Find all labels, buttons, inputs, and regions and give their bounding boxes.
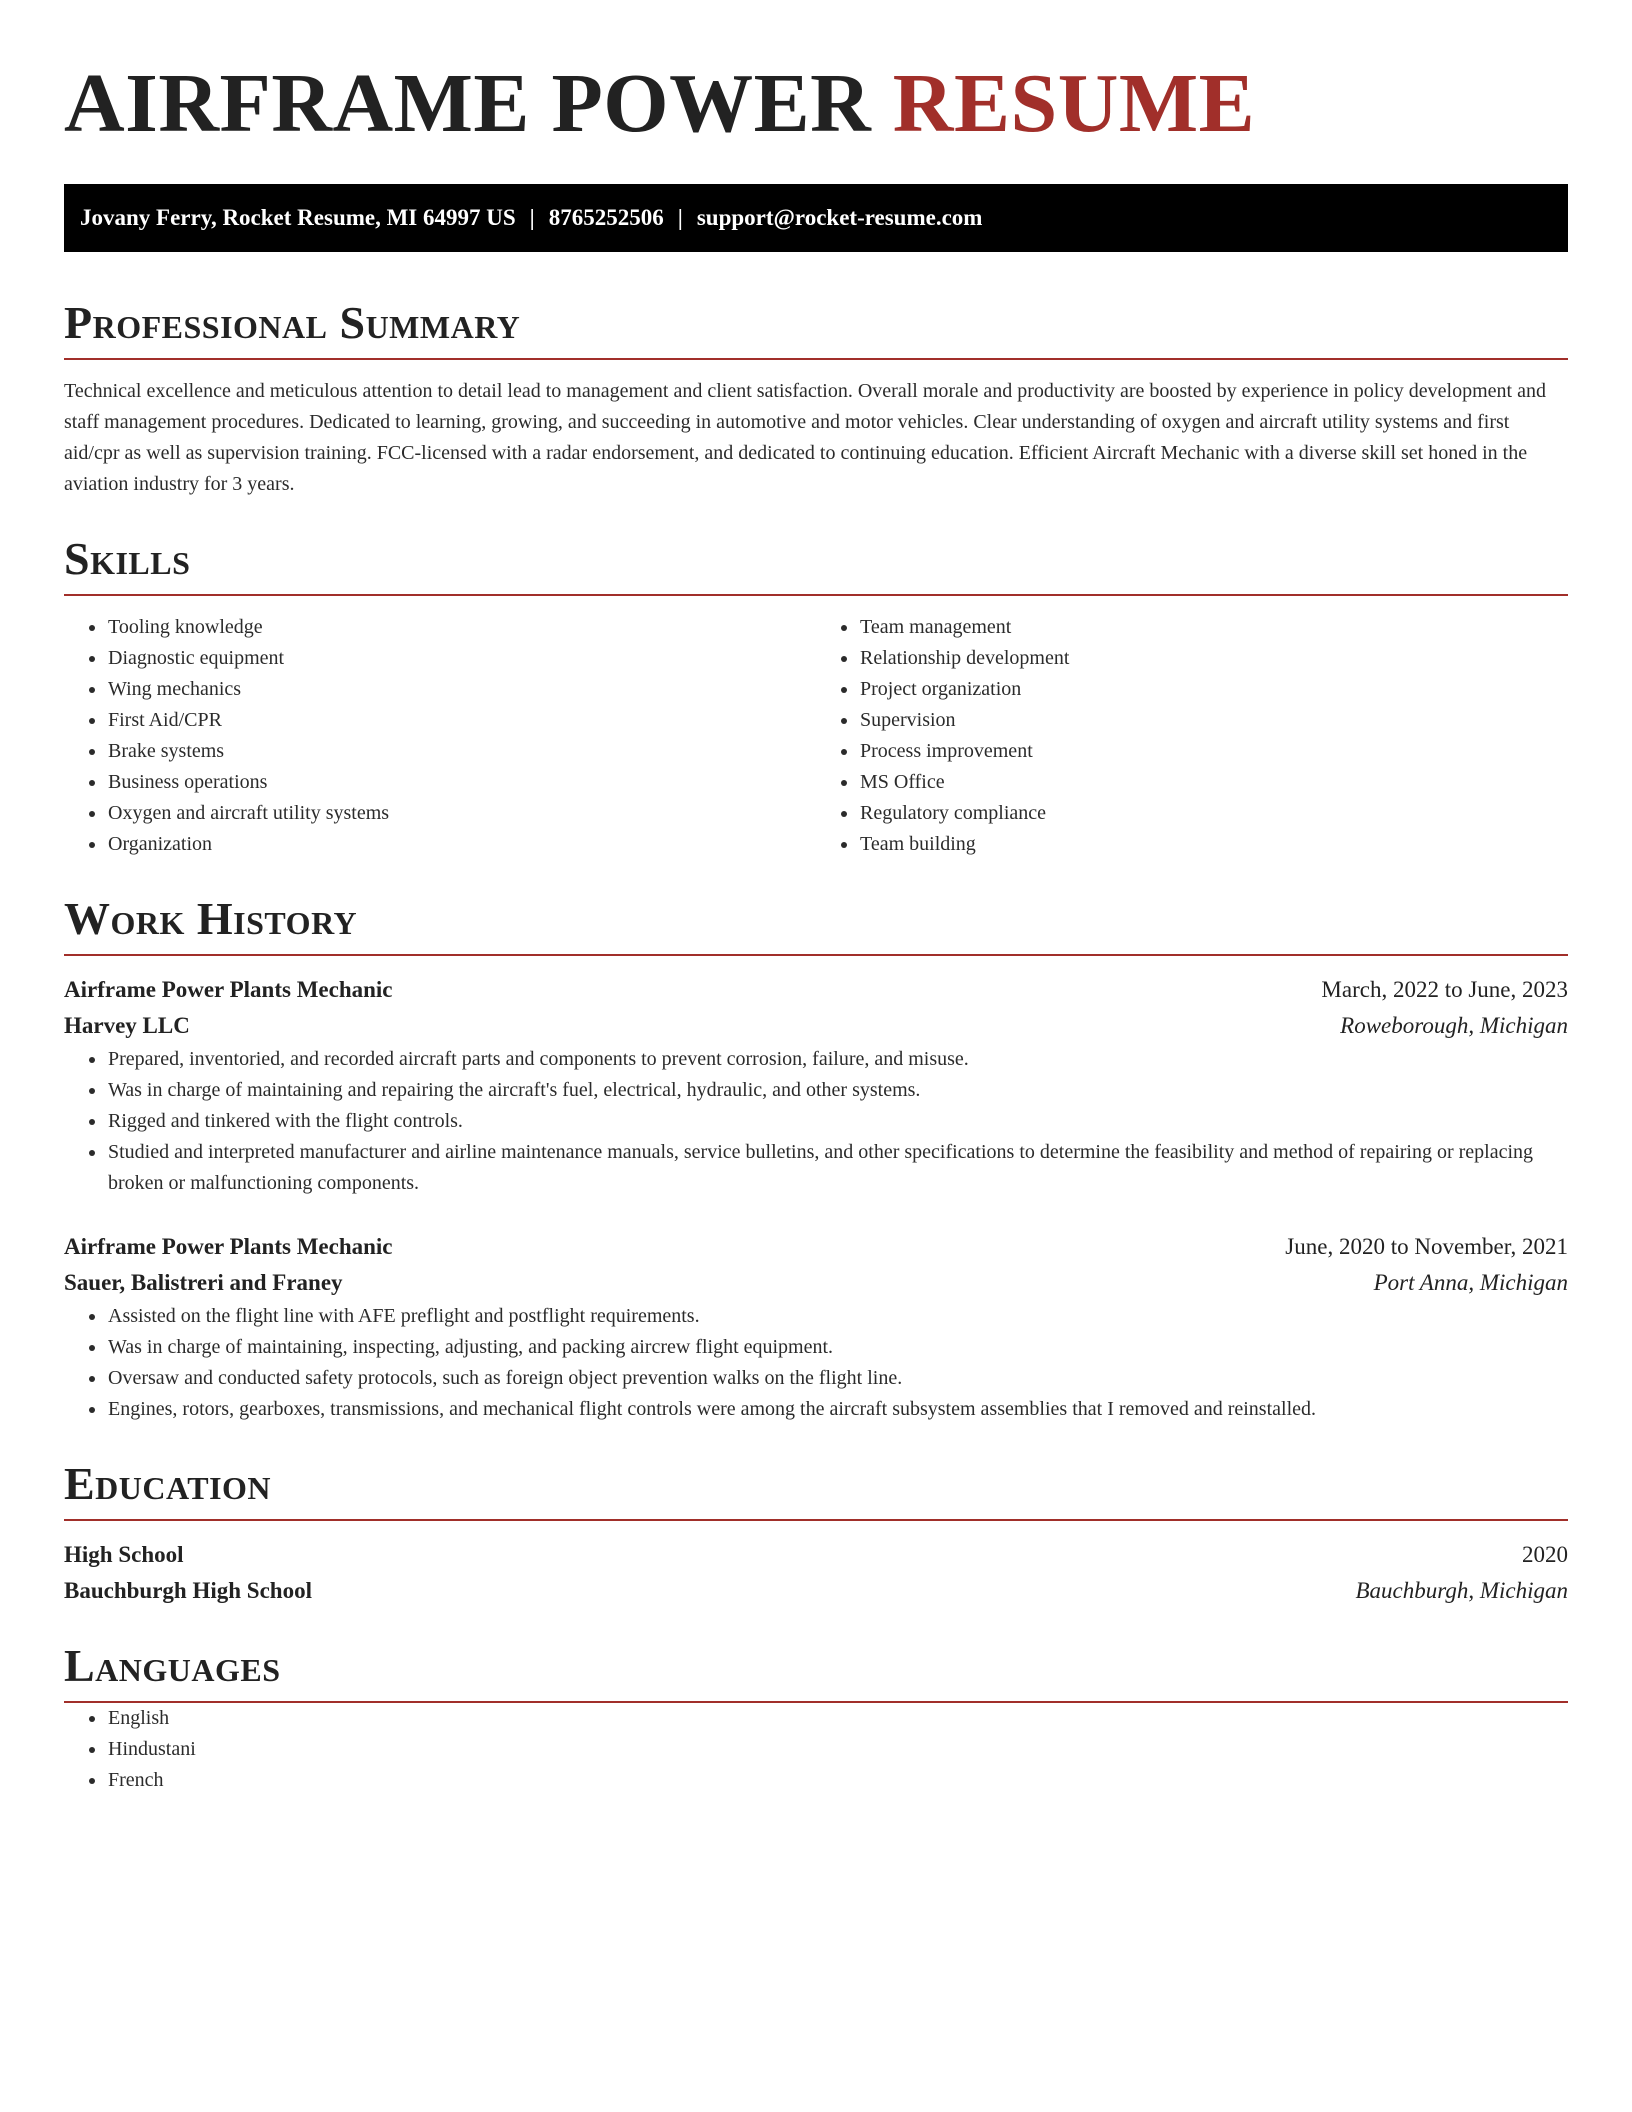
- contact-separator: |: [529, 205, 535, 230]
- section-skills: [64, 530, 1568, 860]
- section-professional-summary: [64, 294, 1568, 500]
- job-duty-item: • Assisted on the flight line with AFE preflight and postflight requirements.: [107, 1301, 1568, 1332]
- section-divider: [64, 594, 1568, 596]
- job-company-row: [64, 1008, 1568, 1044]
- job-duty-item: • Was in charge of maintaining, inspecting, adjusting, and packing aircrew flight equipment.: [107, 1332, 1568, 1363]
- title-accent: RESUME: [892, 57, 1256, 150]
- section-divider: [64, 1519, 1568, 1521]
- section-heading: Professional Summary: [64, 297, 521, 348]
- skill-item: • Regulatory compliance: [859, 798, 1568, 829]
- skill-item: • Process improvement: [859, 736, 1568, 767]
- skills-column-left: [64, 612, 816, 860]
- job-company-row: [64, 1265, 1568, 1301]
- section-heading: Skills: [64, 533, 191, 584]
- skill-item: • Diagnostic equipment: [107, 643, 816, 674]
- skill-item: • Tooling knowledge: [107, 612, 816, 643]
- job-duty-item: • Oversaw and conducted safety protocols, such as foreign object prevention walks on the flight line.: [107, 1363, 1568, 1394]
- job-duty-item: • Was in charge of maintaining and repairing the aircraft's fuel, electrical, hydraulic, and other systems.: [107, 1075, 1568, 1106]
- job-duty-item: • Rigged and tinkered with the flight controls.: [107, 1106, 1568, 1137]
- skills-column-right: [816, 612, 1568, 860]
- education-header-row: [64, 1537, 1568, 1573]
- section-education: [64, 1455, 1568, 1609]
- job-dates: June, 2020 to November, 2021: [1285, 1234, 1568, 1259]
- section-divider: [64, 954, 1568, 956]
- job-header-row: [64, 1229, 1568, 1265]
- language-item: • Hindustani: [107, 1734, 1568, 1765]
- summary-text: Technical excellence and meticulous attention to detail lead to management and client satisfaction. Overall morale and productivity are boosted by experience in policy development and staff management procedures. Dedicated to learning, growing, and succeeding in automotive and motor vehicles. Clear understanding of oxygen and aircraft utility systems and first aid/cpr as well as supervision training. FCC-licensed with a radar endorsement, and dedicated to continuing education. Efficient Aircraft Mechanic with a diverse skill set honed in the aviation industry for 3 years.: [64, 380, 1546, 495]
- job-duties-list: [64, 1301, 1568, 1425]
- skill-item: • Business operations: [107, 767, 816, 798]
- contact-email[interactable]: support@rocket-resume.com: [696, 205, 983, 230]
- skills-list: [816, 612, 1568, 860]
- education-entry: [64, 1537, 1568, 1609]
- job-company: Sauer, Balistreri and Franey: [64, 1270, 343, 1295]
- job-header-row: [64, 972, 1568, 1008]
- contact-address: Jovany Ferry, Rocket Resume, MI 64997 US: [80, 205, 516, 230]
- skill-item: • First Aid/CPR: [107, 705, 816, 736]
- language-item: • English: [107, 1703, 1568, 1734]
- job-entry: [64, 972, 1568, 1199]
- contact-bar: [64, 184, 1568, 252]
- education-location: Bauchburgh, Michigan: [1355, 1578, 1568, 1603]
- resume-title: [64, 56, 1568, 152]
- job-duties-list: [64, 1044, 1568, 1199]
- job-duty-item: • Studied and interpreted manufacturer and airline maintenance manuals, service bulletins, and other specifications to determine the feasibility and method of repairing or replacing broken or malfunctioning components.: [107, 1137, 1568, 1199]
- contact-separator: |: [677, 205, 683, 230]
- section-heading: Education: [64, 1458, 272, 1509]
- job-title: Airframe Power Plants Mechanic: [64, 1234, 393, 1259]
- job-duty-item: • Engines, rotors, gearboxes, transmissions, and mechanical flight controls were among the aircraft subsystem assemblies that I removed and reinstalled.: [107, 1394, 1568, 1425]
- section-heading: Languages: [64, 1640, 281, 1691]
- job-company: Harvey LLC: [64, 1013, 190, 1038]
- skills-grid: [64, 612, 1568, 860]
- skill-item: • Oxygen and aircraft utility systems: [107, 798, 816, 829]
- education-degree: High School: [64, 1542, 184, 1567]
- job-dates: March, 2022 to June, 2023: [1321, 977, 1568, 1002]
- education-school: Bauchburgh High School: [64, 1578, 312, 1603]
- skill-item: • Supervision: [859, 705, 1568, 736]
- education-year: 2020: [1522, 1542, 1568, 1567]
- skill-item: • Team building: [859, 829, 1568, 860]
- skill-item: • MS Office: [859, 767, 1568, 798]
- skill-item: • Project organization: [859, 674, 1568, 705]
- job-title: Airframe Power Plants Mechanic: [64, 977, 393, 1002]
- job-location: Port Anna, Michigan: [1373, 1270, 1568, 1295]
- job-entry: [64, 1229, 1568, 1425]
- section-divider: [64, 358, 1568, 360]
- skill-item: • Relationship development: [859, 643, 1568, 674]
- education-school-row: [64, 1573, 1568, 1609]
- section-work-history: [64, 890, 1568, 1425]
- skill-item: • Wing mechanics: [107, 674, 816, 705]
- job-location: Roweborough, Michigan: [1340, 1013, 1568, 1038]
- language-item: • French: [107, 1765, 1568, 1796]
- skills-list: [64, 612, 816, 860]
- skill-item: • Brake systems: [107, 736, 816, 767]
- contact-phone[interactable]: 8765252506: [548, 205, 664, 230]
- title-main: AIRFRAME POWER: [64, 57, 872, 150]
- skill-item: • Organization: [107, 829, 816, 860]
- job-duty-item: • Prepared, inventoried, and recorded aircraft parts and components to prevent corrosion, failure, and misuse.: [107, 1044, 1568, 1075]
- languages-list: [64, 1703, 1568, 1796]
- section-languages: [64, 1637, 1568, 1796]
- skill-item: • Team management: [859, 612, 1568, 643]
- section-heading: Work History: [64, 893, 358, 944]
